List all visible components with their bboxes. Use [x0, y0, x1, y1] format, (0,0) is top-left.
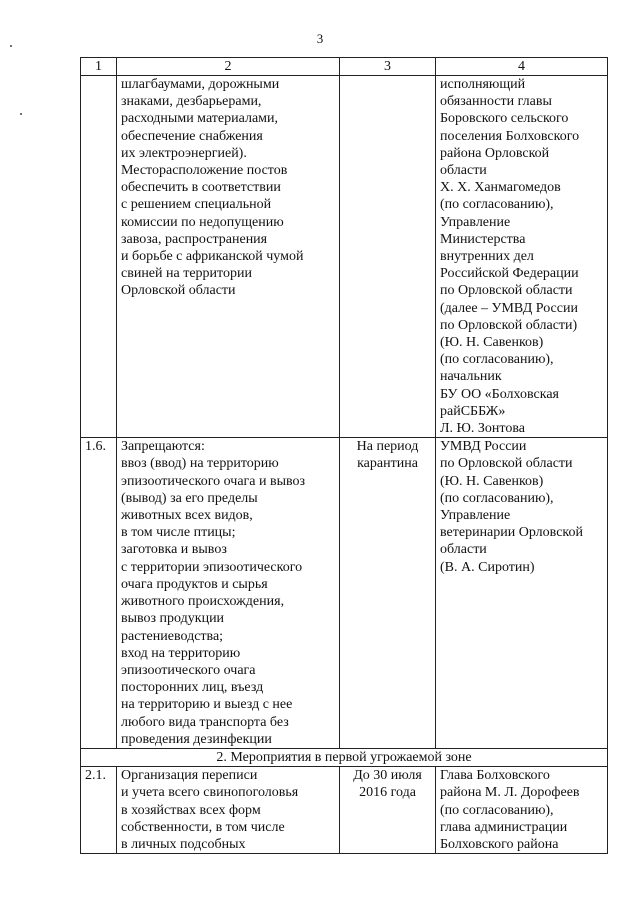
column-header: 2 [117, 58, 340, 76]
table-row [81, 438, 608, 749]
measure-text: Запрещаются: ввоз (ввод) на территорию эпизоотического очага и вывоз (вывод) за его пределы животных всех видов, в том числе птицы; заготовка и вывоз с территории эпизоотического очага продуктов и сырья животного происхождения, вывоз продукции растениеводства; вход на территорию эпизоотического очага посторонних лиц, въезд на территорию и выезд с нее любого вида транспорта без проведения дезинфекции [117, 438, 340, 749]
column-header: 1 [81, 58, 117, 76]
scan-speck [20, 113, 22, 115]
measure-text: шлагбаумами, дорожными знаками, дезбарьерами, расходными материалами, обеспечение снабжения их электроэнергией). Месторасположение постов обеспечить в соответствии с решением специальной комиссии по недопущению завоза, распространения и борьбе с африканской чумой свиней на территории Орловской области [117, 76, 340, 438]
page-number: 3 [316, 31, 324, 46]
responsible-text: УМВД России по Орловской области (Ю. Н. Савенков) (по согласованию), Управление ветеринарии Орловской области (В. А. Сиротин) [436, 438, 608, 749]
scan-speck [10, 45, 12, 47]
section-row [81, 748, 608, 766]
measure-text: Организация переписи и учета всего свинопоголовья в хозяйствах всех форм собственности, в том числе в личных подсобных [117, 767, 340, 854]
section-title: 2. Мероприятия в первой угрожаемой зоне [81, 748, 608, 766]
deadline-text: До 30 июля 2016 года [340, 767, 436, 854]
table-row [81, 76, 608, 438]
deadline-text: На период карантина [340, 438, 436, 749]
responsible-text: Глава Болховского района М. Л. Дорофеев (по согласованию), глава администрации Болховского района [436, 767, 608, 854]
row-number: 2.1. [81, 767, 117, 854]
row-number [81, 76, 117, 438]
deadline-text [340, 76, 436, 438]
table-row [81, 767, 608, 854]
table-header-row [81, 58, 608, 76]
column-header: 4 [436, 58, 608, 76]
row-number: 1.6. [81, 438, 117, 749]
measures-table [80, 57, 608, 854]
column-header: 3 [340, 58, 436, 76]
responsible-text: исполняющий обязанности главы Боровского сельского поселения Болховского района Орловской области Х. Х. Ханмагомедов (по согласованию), Управление Министерства внутренних дел Российской Федерации по Орловской области (далее – УМВД России по Орловской области) (Ю. Н. Савенков) (по согласованию), начальник БУ ОО «Болховская райСББЖ» Л. Ю. Зонтова [436, 76, 608, 438]
